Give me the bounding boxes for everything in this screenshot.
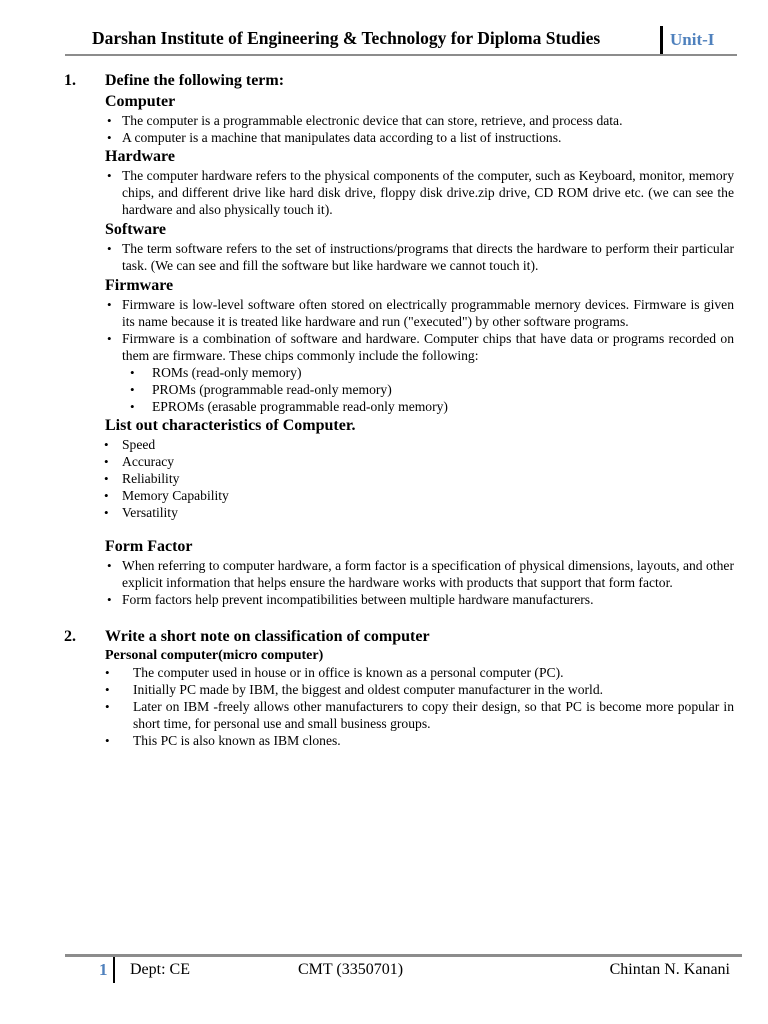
hardware-list xyxy=(64,167,734,218)
header-title: Darshan Institute of Engineering & Technology for Diploma Studies xyxy=(92,28,601,48)
heading-hardware: Hardware xyxy=(105,148,175,165)
footer-page-number: 1 xyxy=(99,960,108,979)
question-1-title xyxy=(64,71,734,91)
list-item: • The computer hardware refers to the physical components of the computer, such as Keyboard, monitor, memory chips, and different drive like hard disk drive, floppy disk drive.zip drive, CD ROM drive etc. (we can see the hardware and also physically touch it). xyxy=(64,167,734,218)
footer-author: Chintan N. Kanani xyxy=(609,961,730,978)
question-1-text: Define the following term: xyxy=(105,72,285,89)
software-list xyxy=(64,240,734,274)
question-2-number: 2. xyxy=(64,628,76,645)
question-1-number: 1. xyxy=(64,72,76,89)
list-item: • Firmware is low-level software often stored on electrically programmable mernory devices. Firmware is given its name because it is treated like hardware and run ("executed") by other software programs. xyxy=(64,296,734,330)
footer-dept: Dept: CE xyxy=(130,961,190,978)
list-item: • Initially PC made by IBM, the biggest and oldest computer manufacturer in the world. xyxy=(64,681,734,698)
firmware-chip-list xyxy=(64,364,734,415)
header-unit: Unit-I xyxy=(670,30,715,49)
question-2-text: Write a short note on classification of computer xyxy=(105,628,430,645)
computer-list xyxy=(64,112,734,146)
question-2-title xyxy=(64,627,734,647)
list-item: • Accuracy xyxy=(64,453,734,470)
list-item: • This PC is also known as IBM clones. xyxy=(64,732,734,749)
heading-form-factor: Form Factor xyxy=(105,538,193,555)
list-item: • Firmware is a combination of software and hardware. Computer chips that have data or programs recorded on them are firmware. These chips commonly include the following: xyxy=(64,330,734,364)
personal-computer-list xyxy=(64,664,734,749)
footer-course: CMT (3350701) xyxy=(298,961,404,978)
list-item: • When referring to computer hardware, a form factor is a specification of physical dimensions, layouts, and other explicit information that helps ensure the hardware works with products that support that form factor. xyxy=(64,557,734,591)
footer-separator xyxy=(113,957,115,983)
list-item: • Later on IBM -freely allows other manufacturers to copy their design, so that PC is become more popular in short time, for personal use and small business groups. xyxy=(64,698,734,732)
list-item: • Memory Capability xyxy=(64,487,734,504)
form-factor-list xyxy=(64,557,734,608)
heading-personal-computer: Personal computer(micro computer) xyxy=(105,648,324,663)
header-separator xyxy=(660,26,663,55)
list-item: • Reliability xyxy=(64,470,734,487)
firmware-list xyxy=(64,296,734,364)
heading-firmware: Firmware xyxy=(105,277,174,294)
header-rule xyxy=(65,54,737,56)
characteristics-list xyxy=(64,436,734,521)
list-item: • The computer used in house or in office is known as a personal computer (PC). xyxy=(64,664,734,681)
list-item: • The term software refers to the set of instructions/programs that directs the hardware to perform their particular task. (We can see and fill the software but like hardware we cannot touch it). xyxy=(64,240,734,274)
heading-software: Software xyxy=(105,221,167,238)
footer-rule xyxy=(65,954,742,957)
page-content xyxy=(64,71,734,749)
list-item: • ROMs (read-only memory) xyxy=(64,364,734,381)
list-item: • A computer is a machine that manipulates data according to a list of instructions. xyxy=(64,129,734,146)
heading-characteristics: List out characteristics of Computer. xyxy=(105,417,356,434)
heading-computer: Computer xyxy=(105,93,176,110)
list-item: • EPROMs (erasable programmable read-only memory) xyxy=(64,398,734,415)
list-item: • Form factors help prevent incompatibilities between multiple hardware manufacturers. xyxy=(64,591,734,608)
list-item: • Versatility xyxy=(64,504,734,521)
list-item: • Speed xyxy=(64,436,734,453)
list-item: • PROMs (programmable read-only memory) xyxy=(64,381,734,398)
list-item: • The computer is a programmable electronic device that can store, retrieve, and process data. xyxy=(64,112,734,129)
